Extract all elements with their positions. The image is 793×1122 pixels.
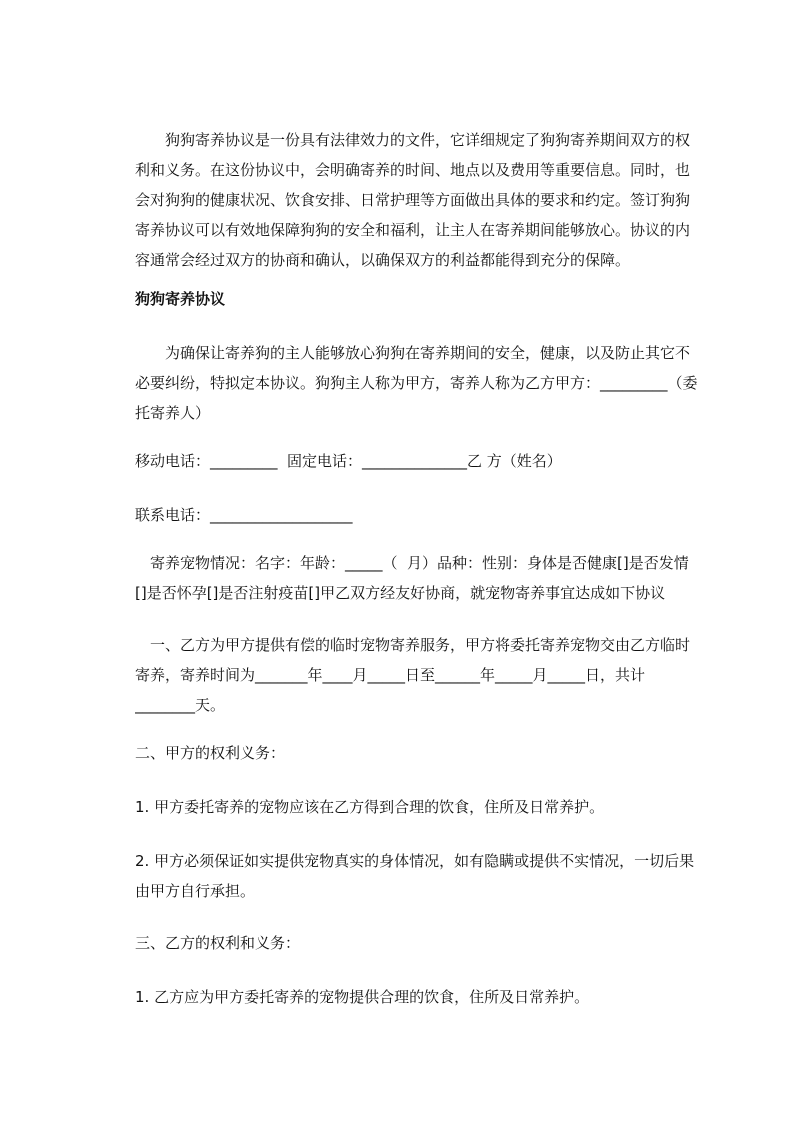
document-title: 狗狗寄养协议 xyxy=(135,290,226,308)
item-2-2: 2. 甲方必须保证如实提供宠物真实的身体情况，如有隐瞒或提供不实情况，一切后果由甲方自行承担。 xyxy=(135,852,695,900)
clause-1-paragraph: 一、乙方为甲方提供有偿的临时宠物寄养服务，甲方将委托寄养宠物交由乙方临时寄养，寄养时间为_______年____月_____日至______年_____月_____日，共计________天。 xyxy=(135,636,691,714)
pet-info-paragraph: 寄养宠物情况：名字：年龄：_____（ 月）品种：性别：身体是否健康[]是否发情[]是否怀孕[]是否注射疫苗[]甲乙双方经友好协商，就宠物寄养事宜达成如下协议 xyxy=(135,554,689,602)
contact-line: 联系电话：___________________ xyxy=(135,506,353,524)
intro-paragraph: 狗狗寄养协议是一份具有法律效力的文件，它详细规定了狗狗寄养期间双方的权利和义务。在这份协议中，会明确寄养的时间、地点以及费用等重要信息。同时，也会对狗狗的健康状况、饮食安排、日常护理等方面做出具体的要求和约定。签订狗狗寄养协议可以有效地保障狗狗的安全和福利，让主人在寄养期间能够放心。协议的内容通常会经过双方的协商和确认，以确保双方的利益都能得到充分的保障。 xyxy=(135,131,691,269)
section-3-heading: 三、乙方的权利和义务： xyxy=(135,934,301,952)
item-2-1: 1. 甲方委托寄养的宠物应该在乙方得到合理的饮食，住所及日常养护。 xyxy=(135,798,605,816)
purpose-paragraph: 为确保让寄养狗的主人能够放心狗狗在寄养期间的安全，健康，以及防止其它不必要纠纷，特拟定本协议。狗狗主人称为甲方，寄养人称为乙方甲方：_________（委托寄养人） xyxy=(135,344,698,422)
phone-line: 移动电话：_________ 固定电话：______________乙 方（姓名） xyxy=(135,452,562,470)
section-2-heading: 二、甲方的权利义务： xyxy=(135,744,286,762)
item-3-1: 1. 乙方应为甲方委托寄养的宠物提供合理的饮食，住所及日常养护。 xyxy=(135,988,590,1006)
